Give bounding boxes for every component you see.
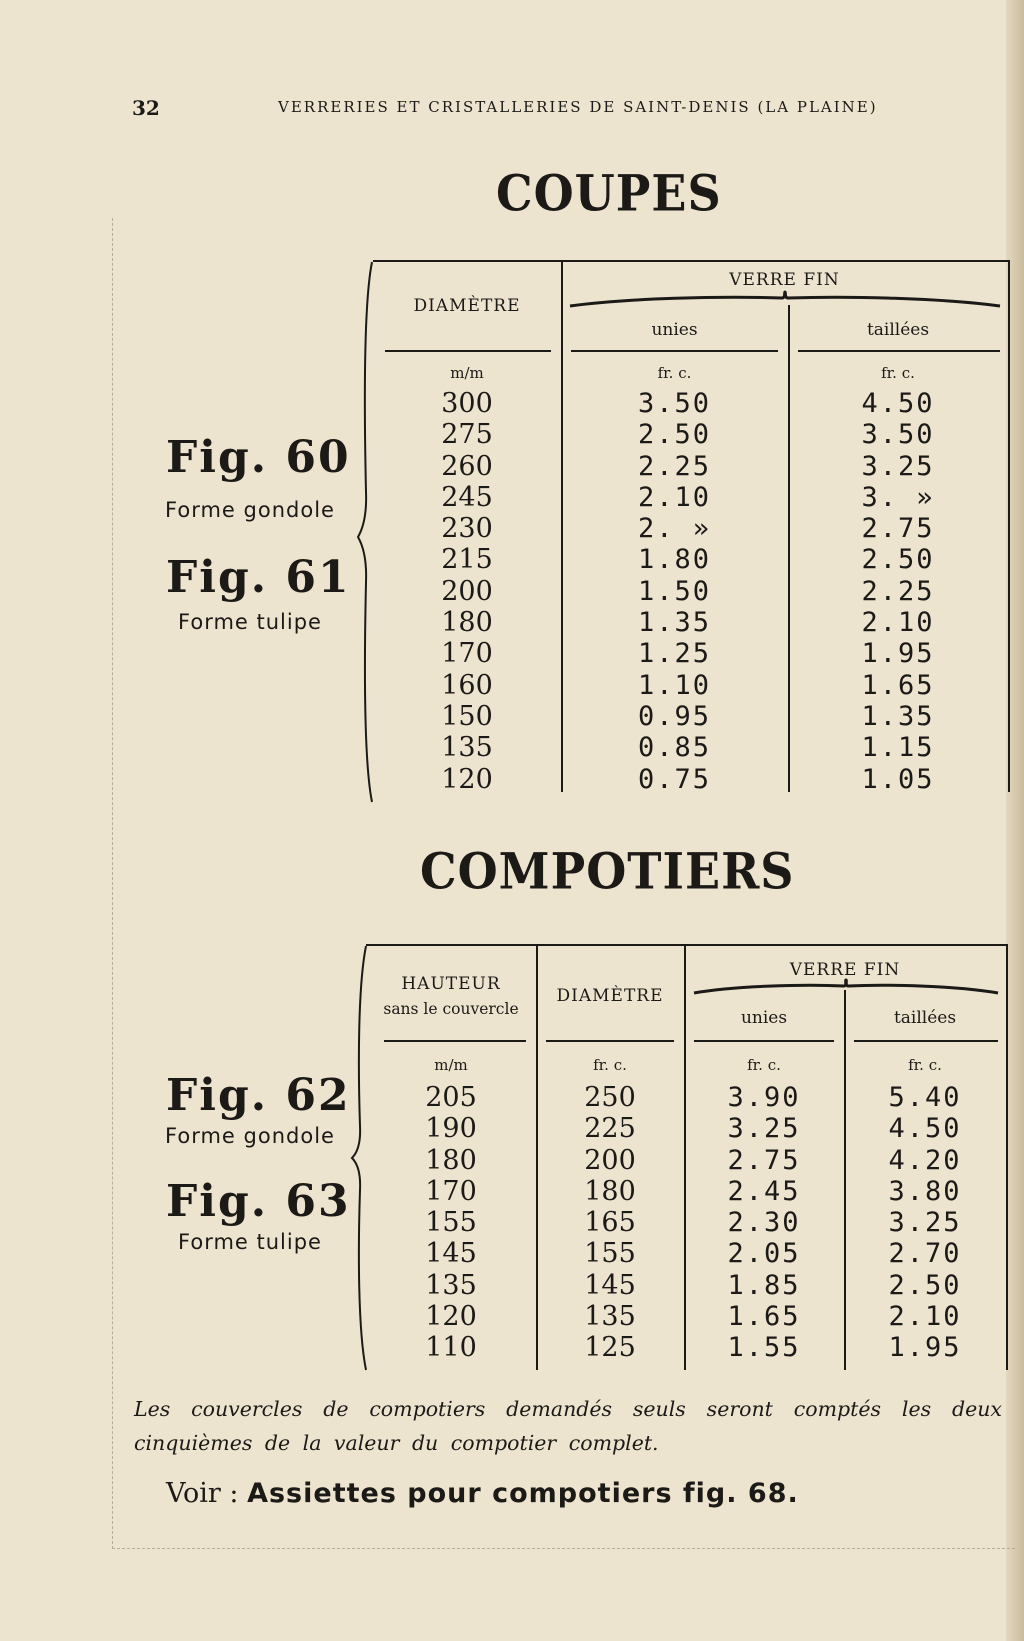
cell-diametre: 125 <box>584 1332 636 1364</box>
cell-taillees: 1.35 <box>861 700 935 732</box>
cell-taillees: 3.80 <box>888 1175 962 1207</box>
cell-diametre: 170 <box>441 638 493 670</box>
see-also-prefix: Voir : <box>166 1478 239 1509</box>
cell-unies: 2. » <box>637 513 712 545</box>
cell-taillees: 4.50 <box>888 1113 962 1145</box>
cell-unies: 2.25 <box>637 450 712 482</box>
cell-taillees: 3.50 <box>861 419 935 451</box>
cell-taillees: 3. » <box>861 481 935 513</box>
footnote: Les couvercles de compotiers demandés seuls seront comptés les deux cinquièmes de la valeur du compotier complet. <box>134 1397 1002 1455</box>
cell-taillees: 1.15 <box>861 732 935 764</box>
cell-diametre: 160 <box>441 669 493 701</box>
cell-taillees: 4.20 <box>888 1144 962 1176</box>
cell-taillees: 3.25 <box>861 450 935 482</box>
cell-hauteur: 205 <box>425 1082 477 1113</box>
cell-taillees: 2.50 <box>861 544 935 576</box>
coupes-unit-taillees: fr. c. <box>881 364 915 382</box>
coupes-right-rule <box>1008 260 1010 792</box>
coupes-header-verre-fin: VERRE FIN <box>729 270 840 290</box>
cell-taillees: 2.10 <box>861 607 935 639</box>
coupes-unit-unies: fr. c. <box>657 364 692 382</box>
compotiers-header-rule-1 <box>384 1040 526 1042</box>
compotiers-header-hauteur-sub: sans le couvercle <box>383 1000 519 1018</box>
cell-unies: 3.50 <box>637 388 712 419</box>
compotiers-header-taillees: taillées <box>893 1008 957 1028</box>
compotiers-header-rule-4 <box>854 1040 998 1042</box>
cell-unies: 2.10 <box>637 481 712 513</box>
running-title: VERRERIES ET CRISTALLERIES DE SAINT-DENIS (LA PLAINE) <box>278 98 878 116</box>
cell-hauteur: 190 <box>425 1113 477 1145</box>
cell-unies: 1.25 <box>637 638 712 670</box>
coupes-column-taillees <box>788 388 1008 795</box>
compotiers-header-diametre: DIAMÈTRE <box>556 986 664 1006</box>
cell-unies: 2.50 <box>637 419 712 451</box>
cell-taillees: 1.65 <box>861 669 935 701</box>
fig-61-label: Fig. 61 <box>166 552 351 603</box>
fig-60-label: Fig. 60 <box>166 432 351 483</box>
cell-unies: 1.35 <box>637 607 712 639</box>
compotiers-unit-unies: fr. c. <box>747 1056 781 1074</box>
cell-diametre: 230 <box>441 513 493 545</box>
cell-unies: 2.45 <box>727 1175 801 1207</box>
coupes-header-diametre: DIAMÈTRE <box>413 296 521 316</box>
cell-unies: 0.95 <box>637 700 712 732</box>
cell-hauteur: 110 <box>425 1332 477 1364</box>
fig-61-caption: Forme tulipe <box>178 610 322 634</box>
compotiers-header-unies: unies <box>740 1008 788 1028</box>
cell-unies: 0.75 <box>637 763 712 795</box>
cell-taillees: 2.10 <box>888 1301 962 1333</box>
compotiers-top-rule <box>366 944 1007 946</box>
cell-taillees: 5.40 <box>888 1082 962 1113</box>
compotiers-right-rule <box>1006 944 1008 1370</box>
cell-diametre: 145 <box>584 1269 636 1301</box>
cell-unies: 3.90 <box>727 1082 801 1113</box>
cell-taillees: 2.70 <box>888 1238 962 1270</box>
fig-60-caption: Forme gondole <box>165 498 335 522</box>
cell-diametre: 150 <box>441 700 493 732</box>
compotiers-column-hauteur <box>366 1082 536 1364</box>
cell-diametre: 275 <box>441 419 493 451</box>
cell-taillees: 2.25 <box>861 575 935 607</box>
cell-hauteur: 155 <box>425 1207 477 1239</box>
cell-diametre: 215 <box>441 544 493 576</box>
cell-diametre: 245 <box>441 481 493 513</box>
cell-unies: 2.30 <box>727 1207 801 1239</box>
cell-hauteur: 120 <box>425 1301 477 1333</box>
cell-hauteur: 170 <box>425 1175 477 1207</box>
compotiers-header-hauteur: HAUTEUR <box>401 974 501 994</box>
cell-taillees: 2.75 <box>861 513 935 545</box>
coupes-header-rule-3 <box>798 350 1000 352</box>
compotiers-unit-diametre: fr. c. <box>593 1056 627 1074</box>
coupes-column-unies <box>561 388 788 795</box>
compotiers-column-unies <box>684 1082 844 1364</box>
coupes-title: COUPES <box>496 163 722 223</box>
page-number: 32 <box>132 96 160 120</box>
compotiers-column-diametre <box>536 1082 684 1364</box>
cell-unies: 1.80 <box>637 544 712 576</box>
coupes-header-rule-1 <box>385 350 551 352</box>
cell-diametre: 135 <box>441 732 493 764</box>
coupes-header-rule-2 <box>571 350 778 352</box>
compotiers-title: COMPOTIERS <box>420 841 795 901</box>
cell-diametre: 180 <box>441 607 493 639</box>
cell-hauteur: 145 <box>425 1238 477 1270</box>
cell-unies: 1.55 <box>727 1332 801 1364</box>
cell-diametre: 250 <box>584 1082 636 1113</box>
cell-taillees: 3.25 <box>888 1207 962 1239</box>
fig-63-caption: Forme tulipe <box>178 1230 322 1254</box>
cell-unies: 1.65 <box>727 1301 801 1333</box>
fig-63-label: Fig. 63 <box>166 1176 351 1227</box>
cell-unies: 1.10 <box>637 669 712 701</box>
cell-unies: 1.50 <box>637 575 712 607</box>
coupes-header-unies: unies <box>651 320 698 340</box>
cell-taillees: 1.95 <box>888 1332 962 1364</box>
cell-unies: 2.05 <box>727 1238 801 1270</box>
cell-unies: 0.85 <box>637 732 712 764</box>
cell-diametre: 300 <box>441 388 493 419</box>
cell-unies: 1.85 <box>727 1269 801 1301</box>
see-also <box>166 1478 799 1509</box>
cell-hauteur: 135 <box>425 1269 477 1301</box>
cell-hauteur: 180 <box>425 1144 477 1176</box>
cell-unies: 2.75 <box>727 1144 801 1176</box>
cell-diametre: 225 <box>584 1113 636 1145</box>
coupes-top-rule <box>373 260 1009 262</box>
cell-diametre: 180 <box>584 1175 636 1207</box>
coupes-unit-diametre: m/m <box>450 364 484 382</box>
cell-taillees: 1.05 <box>861 763 935 795</box>
cell-diametre: 165 <box>584 1207 636 1239</box>
coupes-header-taillees: taillées <box>866 320 930 340</box>
cell-unies: 3.25 <box>727 1113 801 1145</box>
cell-diametre: 120 <box>441 763 493 795</box>
compotiers-header-rule-2 <box>546 1040 674 1042</box>
compotiers-unit-hauteur: m/m <box>434 1056 468 1074</box>
cell-diametre: 260 <box>441 450 493 482</box>
cell-taillees: 4.50 <box>861 388 935 419</box>
compotiers-verre-fin-brace <box>694 982 998 996</box>
cell-diametre: 200 <box>584 1144 636 1176</box>
cell-diametre: 135 <box>584 1301 636 1333</box>
cell-diametre: 155 <box>584 1238 636 1270</box>
see-also-text: Assiettes pour compotiers fig. 68. <box>247 1478 799 1509</box>
coupes-column-diametre <box>373 388 561 795</box>
coupes-verre-fin-brace <box>570 294 1000 310</box>
cell-taillees: 2.50 <box>888 1269 962 1301</box>
cell-diametre: 200 <box>441 575 493 607</box>
compotiers-header-rule-3 <box>694 1040 834 1042</box>
fig-62-caption: Forme gondole <box>165 1124 335 1148</box>
compotiers-column-taillees <box>844 1082 1006 1364</box>
fig-62-label: Fig. 62 <box>166 1070 351 1121</box>
compotiers-unit-taillees: fr. c. <box>908 1056 942 1074</box>
compotiers-header-verre-fin: VERRE FIN <box>789 960 901 980</box>
cell-taillees: 1.95 <box>861 638 935 670</box>
